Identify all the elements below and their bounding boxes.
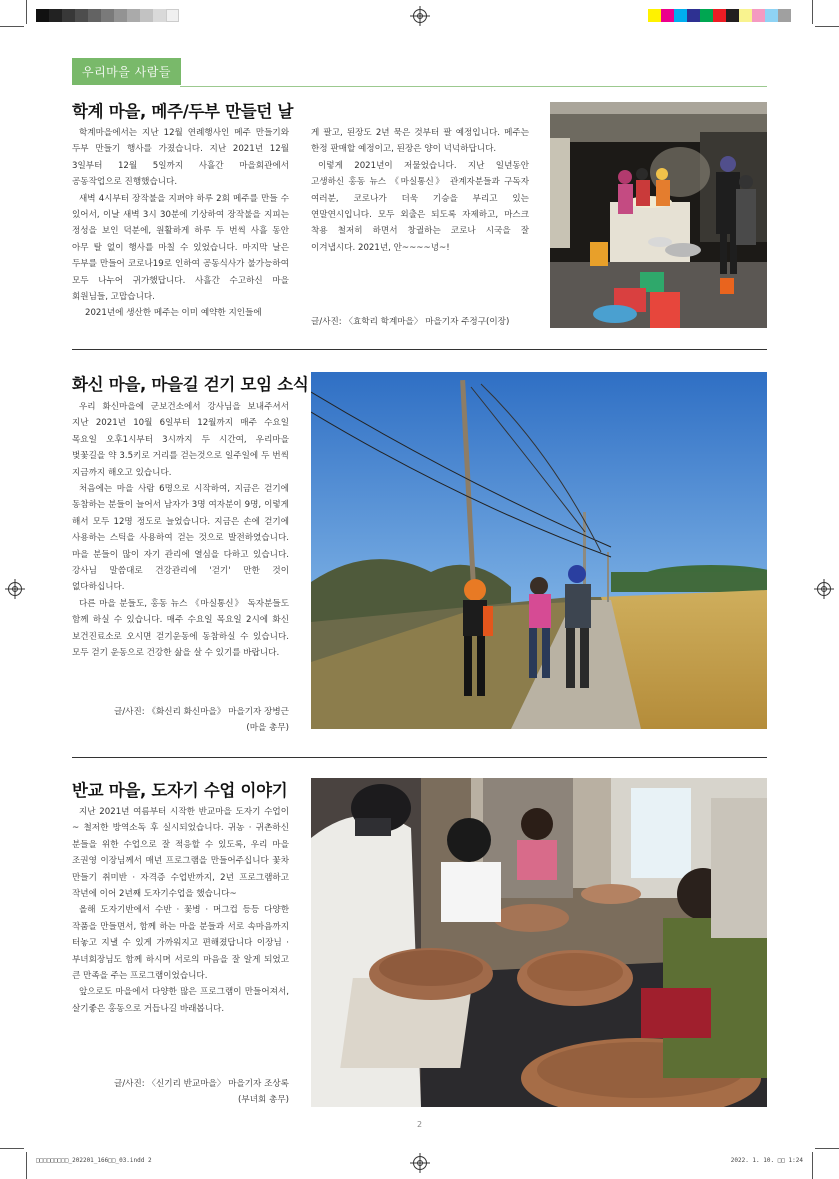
paragraph: 게 팔고, 된장도 2년 묵은 것부터 팔 예정입니다. 메주는 한정 판매할 예정이고, 된장은 양이 넉넉하답니다. xyxy=(311,128,529,155)
credit-role: (마을 총무) xyxy=(246,723,289,734)
registration-mark-icon xyxy=(413,1156,427,1170)
file-slug: □□□□□□□□□_202201_166□□_03.indd 2 xyxy=(36,1157,152,1164)
paragraph: 우리 화신마을에 군보건소에서 강사님을 보내주셔서 지난 2021년 10월 6일부터 12월까지 매주 수요일 목요일 오후1시부터 3시까지 두 시간여, 우리마을 벚꽃길을 약 3.5키로 거리를 걷는것으로 일주일에 두 번씩 지금까지 해오고 있습니다. xyxy=(72,402,289,478)
crop-mark-icon xyxy=(812,0,813,24)
credit-role: (부녀회 총무) xyxy=(238,1095,289,1106)
paragraph: 앞으로도 마을에서 다양한 많은 프로그램이 만들어져서, 살기좋은 홍동으로 거듭나길 바래봅니다. xyxy=(72,987,289,1014)
article-2-title: 화신 마을, 마을길 걷기 모임 소식 xyxy=(72,375,309,394)
crop-mark-icon xyxy=(815,1148,839,1149)
article-3-column xyxy=(72,804,289,1017)
paragraph: 처음에는 마을 사람 6명으로 시작하여, 지금은 걷기에 동참하는 분들이 늘어서 남자가 3명 여자분이 9명, 이렇게 해서 모두 12명 정도로 늘었습니다. 지금은 손에 걷기에 사용하는 스틱을 사용하여 걷는 것으로 발전하였습니다. 마을 분들이 많이 자기 관리에 열심을 다하고 있습니다. 강사님 말씀대로 건강관리에 '걷기' 만한 것이 없다하십니다. xyxy=(72,484,289,593)
grayscale-color-bar xyxy=(36,9,179,22)
paragraph: 이렇게 2021년이 저물었습니다. 지난 일년동안 고생하신 홍동 뉴스 《마실통신》 관계자분들과 구독자 여러분, 코로나가 더욱 기승을 부리고 있는 연말연시입니다. 모두 외출은 되도록 자제하고, 마스크 착용 철저히 하면서 창궐하는 코로나 시국을 잘 이겨냅시다. 2021년, 안~~~~녕~! xyxy=(311,160,529,253)
section-label: 우리마을 사람들 xyxy=(72,58,181,85)
article-divider xyxy=(72,757,767,758)
paragraph: 2021년에 생산한 메주는 이미 예약한 지인들에 xyxy=(85,308,262,319)
date-slug: 2022. 1. 10. □□ 1:24 xyxy=(730,1157,803,1164)
article-1-column-2 xyxy=(311,125,529,256)
article-1-photo-meju-making xyxy=(550,102,767,328)
article-3-title: 반교 마을, 도자기 수업 이야기 xyxy=(72,781,288,800)
article-2-column xyxy=(72,399,289,662)
article-1-credit: 글/사진: 〈효학리 학계마을〉 마을기자 주정구(이장) xyxy=(311,317,510,327)
registration-mark-icon xyxy=(413,9,427,23)
article-2-photo-walking-group xyxy=(311,372,767,729)
section-rule xyxy=(180,86,767,87)
crop-mark-icon xyxy=(815,26,839,27)
article-divider xyxy=(72,349,767,350)
article-1-title: 학계 마을, 메주/두부 만들던 날 xyxy=(72,102,294,121)
registration-mark-icon xyxy=(8,582,22,596)
article-3-credit xyxy=(72,1076,289,1109)
crop-mark-icon xyxy=(812,1152,813,1179)
paragraph: 지난 2021년 여름부터 시작한 반교마을 도자기 수업이~ 철저한 방역소독 후 실시되었습니다. 귀농 · 귀촌하신 분들을 위한 수업으로 잘 적응할 수 있도록, 우리 마을 조권영 이장님께서 매년 프로그램을 만들어주십니다 꽃차 만들기 취미반 · 자격증 수업반까지, 2년 프로그램하고 작년에 이어 2년째 도자기수업을 했습니다~ xyxy=(72,807,289,900)
credit-line: 글/사진: 《화신리 화신마을》 마을기자 장병근 xyxy=(113,707,289,717)
process-color-bar xyxy=(648,9,791,22)
article-2-credit xyxy=(72,704,289,737)
paragraph: 다른 마을 분들도, 홍동 뉴스 《마실통신》 독자분들도 함께 하실 수 있습니다. 매주 수요일 목요일 2시에 화신 보건진료소로 오시면 걷기운동에 동참하실 수 있습니다. 모두 걷기 운동으로 건강한 삶을 살 수 있기를 바랍니다. xyxy=(72,598,289,659)
credit-line: 글/사진: 〈신기리 반교마을〉 마을기자 조상록 xyxy=(113,1079,289,1089)
article-3-photo-pottery-class xyxy=(311,778,767,1107)
crop-mark-icon xyxy=(26,1152,27,1179)
crop-mark-icon xyxy=(0,1148,24,1149)
paragraph: 새벽 4시부터 장작불을 지펴야 하루 2회 메주를 만들 수 있어서, 이날 새벽 3시 30분에 기상하여 장작불을 지피는 정성을 보인 덕분에, 원활하게 하루 두 번씩 사흘 동안 아무 탈 없이 행사를 마칠 수 있었습니다. 마지막 날은 두부를 만들어 코로나19로 인하여 공동식사가 불가능하여 모두 나누어 귀가했답니다. 사흘간 수고하신 마을 회원님들, 고맙습니다. xyxy=(72,193,289,303)
crop-mark-icon xyxy=(26,0,27,24)
crop-mark-icon xyxy=(0,26,24,27)
registration-mark-icon xyxy=(817,582,831,596)
article-1-column-1 xyxy=(72,125,289,322)
paragraph: 올해 도자기반에서 수반 · 꽃병 · 머그컵 등등 다양한 작품을 만들면서, 함께 하는 마을 분들과 서로 속마음까지 터놓고 지낼 수 있게 가까워지고 편해졌답니다 이장님 · 부녀회장님도 함께 하시며 서로의 마음을 잘 알게 되었고 큰 만족을 주는 프로그램이었습니다. xyxy=(72,905,289,982)
page-number: 2 xyxy=(416,1120,423,1129)
paragraph: 학계마을에서는 지난 12월 연례행사인 메주 만들기와 두부 만들기 행사를 가졌습니다. 지난 2021년 12월 3일부터 12월 5일까지 사흘간 마을회관에서 공동작업으로 진행했습니다. xyxy=(72,128,289,188)
